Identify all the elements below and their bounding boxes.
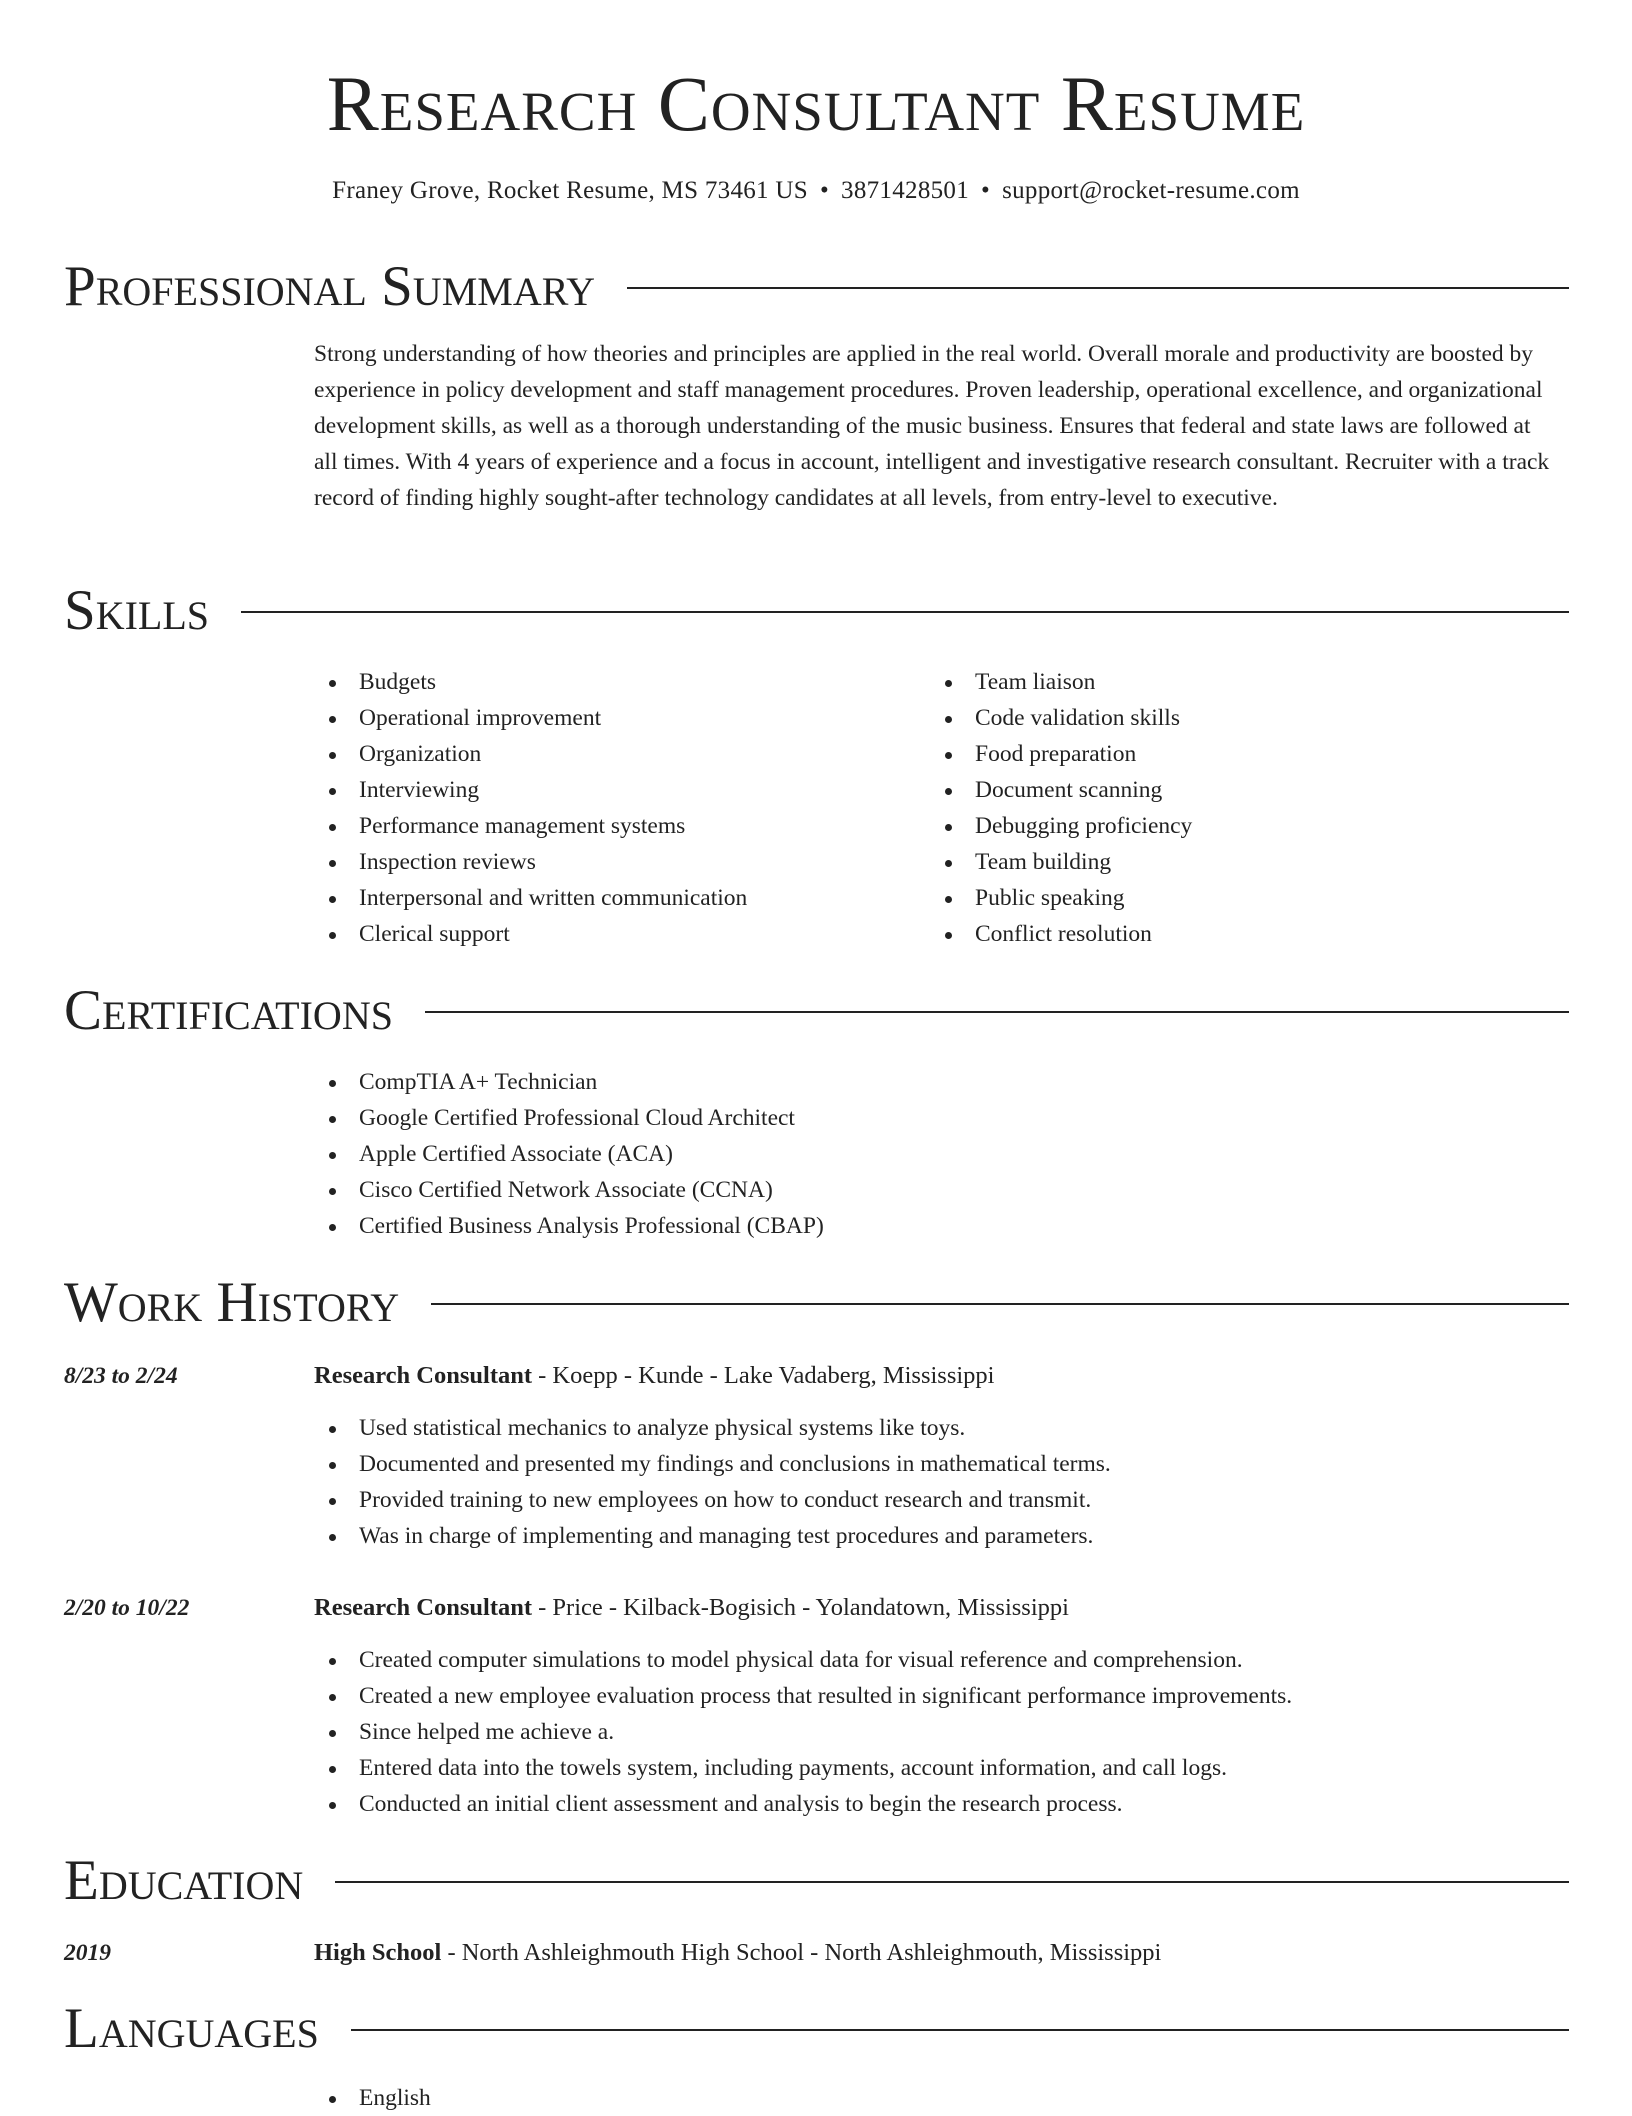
skill-item: Budgets xyxy=(314,664,747,700)
skill-item: Team building xyxy=(930,844,1192,880)
job-duty-item: Conducted an initial client assessment and analysis to begin the research process. xyxy=(314,1786,1292,1822)
skill-item: Inspection reviews xyxy=(314,844,747,880)
education-degree: High School xyxy=(314,1939,442,1966)
skill-item: Debugging proficiency xyxy=(930,808,1192,844)
job-duties-list xyxy=(314,1410,1111,1554)
skills-list-left xyxy=(314,664,747,952)
job-role: Research Consultant xyxy=(314,1594,533,1621)
job-duty-item: Used statistical mechanics to analyze physical systems like toys. xyxy=(314,1410,1111,1446)
skill-item: Document scanning xyxy=(930,772,1192,808)
skill-item: Team liaison xyxy=(930,664,1192,700)
job-duty-item: Entered data into the towels system, including payments, account information, and call logs. xyxy=(314,1750,1292,1786)
skills-section-heading xyxy=(64,578,1569,644)
skill-item: Food preparation xyxy=(930,736,1192,772)
contact-separator: • xyxy=(819,177,830,204)
job-duty-item: Provided training to new employees on how to conduct research and transmit. xyxy=(314,1482,1111,1518)
skill-item: Conflict resolution xyxy=(930,916,1192,952)
skill-item: Public speaking xyxy=(930,880,1192,916)
job-duty-item: Created a new employee evaluation process that resulted in significant performance improvements. xyxy=(314,1678,1292,1714)
contact-line xyxy=(0,174,1632,208)
education-line xyxy=(314,1935,1161,1971)
job-role: Research Consultant xyxy=(314,1362,533,1389)
certification-item: Google Certified Professional Cloud Architect xyxy=(314,1100,824,1136)
section-divider xyxy=(351,2029,1569,2031)
resume-title: Research Consultant Resume xyxy=(326,60,1306,147)
certifications-list xyxy=(314,1064,824,1244)
section-divider xyxy=(431,1303,1569,1305)
section-divider xyxy=(241,611,1569,613)
work-history-section-heading xyxy=(64,1270,1569,1336)
section-title: Certifications xyxy=(64,979,393,1042)
certification-item: CompTIA A+ Technician xyxy=(314,1064,824,1100)
education-year: 2019 xyxy=(64,1940,111,1966)
skill-item: Performance management systems xyxy=(314,808,747,844)
job-duties-list xyxy=(314,1642,1292,1822)
contact-email[interactable]: support@rocket-resume.com xyxy=(1002,177,1300,204)
language-item: English xyxy=(314,2080,431,2116)
certification-item: Apple Certified Associate (ACA) xyxy=(314,1136,824,1172)
section-divider xyxy=(335,1881,1569,1883)
section-divider xyxy=(627,287,1569,289)
summary-text: Strong understanding of how theories and principles are applied in the real world. Overall morale and productivity are boosted by experience in policy development and staff management procedures. Proven leadership, operational excellence, and organizational development skills, as well as a thorough understanding of the music business. Ensures that federal and state laws are followed at all times. With 4 years of experience and a focus in account, intelligent and investigative research consultant. Recruiter with a track record of finding highly sought-after technology candidates at all levels, from entry-level to executive. xyxy=(314,341,1550,511)
job-title-line xyxy=(314,1590,1069,1626)
section-divider xyxy=(425,1011,1569,1013)
certification-item: Cisco Certified Network Associate (CCNA) xyxy=(314,1172,824,1208)
skill-item: Interpersonal and written communication xyxy=(314,880,747,916)
contact-address: Franey Grove, Rocket Resume, MS 73461 US xyxy=(332,177,808,204)
contact-phone: 3871428501 xyxy=(841,177,970,204)
job-dates: 8/23 to 2/24 xyxy=(64,1363,178,1389)
languages-section-heading xyxy=(64,1996,1569,2062)
skill-item: Organization xyxy=(314,736,747,772)
section-title: Languages xyxy=(64,1997,319,2060)
education-school: - North Ashleighmouth High School - North Ashleighmouth, Mississippi xyxy=(441,1939,1162,1966)
skill-item: Clerical support xyxy=(314,916,747,952)
skill-item: Interviewing xyxy=(314,772,747,808)
section-title: Skills xyxy=(64,579,210,642)
skill-item: Operational improvement xyxy=(314,700,747,736)
section-title: Education xyxy=(64,1849,304,1912)
languages-list xyxy=(314,2080,431,2116)
skills-list-right xyxy=(930,664,1192,952)
job-duty-item: Created computer simulations to model physical data for visual reference and comprehension. xyxy=(314,1642,1292,1678)
section-title: Professional Summary xyxy=(64,255,596,318)
job-dates: 2/20 to 10/22 xyxy=(64,1595,190,1621)
contact-separator: • xyxy=(981,177,991,204)
job-duty-item: Was in charge of implementing and managing test procedures and parameters. xyxy=(314,1518,1111,1554)
education-section-heading xyxy=(64,1848,1569,1914)
job-employer: - Price - Kilback-Bogisich - Yolandatown, Mississippi xyxy=(532,1594,1069,1621)
job-duty-item: Since helped me achieve a. xyxy=(314,1714,1292,1750)
section-title: Work History xyxy=(64,1271,400,1334)
job-title-line xyxy=(314,1358,995,1394)
skill-item: Code validation skills xyxy=(930,700,1192,736)
job-duty-item: Documented and presented my findings and conclusions in mathematical terms. xyxy=(314,1446,1111,1482)
summary-section-heading xyxy=(64,254,1569,320)
job-employer: - Koepp - Kunde - Lake Vadaberg, Mississippi xyxy=(532,1362,995,1389)
certification-item: Certified Business Analysis Professional (CBAP) xyxy=(314,1208,824,1244)
certifications-section-heading xyxy=(64,978,1569,1044)
